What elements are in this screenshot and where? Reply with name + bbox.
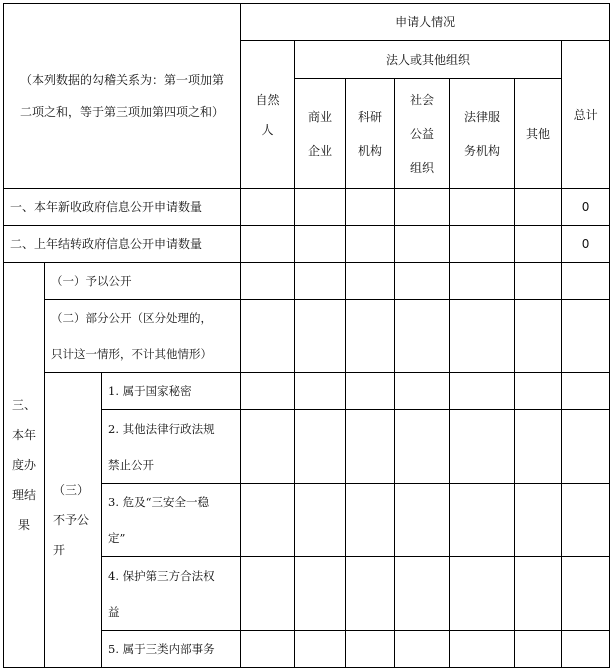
sub2-line2: 只计这一情形，不计其他情形） [51, 347, 212, 361]
row1-total: 0 [562, 189, 610, 226]
table-row [4, 373, 610, 410]
item4-line1: 4. 保护第三方合法权 [108, 568, 215, 583]
business-header [295, 79, 346, 189]
table-note-line1: （本列数据的勾稽关系为：第一项加第 [20, 73, 225, 87]
legal-service-line1: 法律服 [464, 109, 501, 124]
section3-line4: 理结 [11, 488, 36, 502]
legal-service-line2: 务机构 [464, 143, 501, 158]
item3-line2: 定” [108, 531, 126, 545]
other-header: 其他 [515, 79, 562, 189]
table-row [4, 189, 610, 226]
applicant-header: 申请人情况 [241, 4, 610, 41]
item5-label: 5. 属于三类内部事务 [102, 631, 241, 668]
business-line1: 商业 [308, 109, 333, 124]
natural-person-header [241, 41, 295, 189]
item3-label [102, 484, 241, 557]
item4-label [102, 557, 241, 631]
table-note-line2: 二项之和，等于第三项加第四项之和） [20, 105, 225, 119]
section3-line5: 果 [17, 518, 30, 532]
natural-person-line1: 自然 [255, 92, 280, 107]
section3-line3: 度办 [11, 458, 36, 472]
table-row [4, 226, 610, 263]
table-row [4, 300, 610, 373]
social-line3: 组织 [410, 160, 435, 175]
sub3-line1: （三） [53, 483, 90, 497]
item2-label [102, 410, 241, 484]
row2-total: 0 [562, 226, 610, 263]
table-note [4, 4, 241, 189]
row1-label: 一、本年新收政府信息公开申请数量 [4, 189, 241, 226]
sub3-line2: 不予公 [53, 513, 90, 527]
sub3-line3: 开 [53, 543, 66, 557]
table-row [4, 263, 610, 300]
social-line2: 公益 [410, 126, 435, 141]
sub2-line1: （二）部分公开（区分处理的， [51, 311, 212, 325]
research-header [346, 79, 395, 189]
item2-line1: 2. 其他法律行政法规 [108, 421, 215, 436]
research-line2: 机构 [358, 143, 383, 158]
section3-line1: 三、 [11, 398, 36, 412]
research-line1: 科研 [358, 109, 383, 124]
sub2-label [45, 300, 241, 373]
gov-info-disclosure-table [3, 3, 610, 668]
item1-label: 1. 属于国家秘密 [102, 373, 241, 410]
section3-line2: 本年 [11, 428, 36, 442]
legal-entity-header: 法人或其他组织 [295, 41, 562, 79]
item3-line1: 3. 危及“三安全一稳 [108, 495, 210, 509]
item2-line2: 禁止公开 [108, 457, 154, 472]
social-welfare-header [395, 79, 450, 189]
total-header: 总计 [562, 41, 610, 189]
item4-line2: 益 [108, 604, 120, 619]
sub3-label [45, 373, 102, 668]
social-line1: 社会 [410, 92, 435, 107]
natural-person-line2: 人 [261, 122, 274, 137]
section3-label [4, 263, 45, 668]
business-line2: 企业 [308, 143, 333, 158]
sub1-label: （一）予以公开 [45, 263, 241, 300]
legal-service-header [450, 79, 515, 189]
row2-label: 二、上年结转政府信息公开申请数量 [4, 226, 241, 263]
